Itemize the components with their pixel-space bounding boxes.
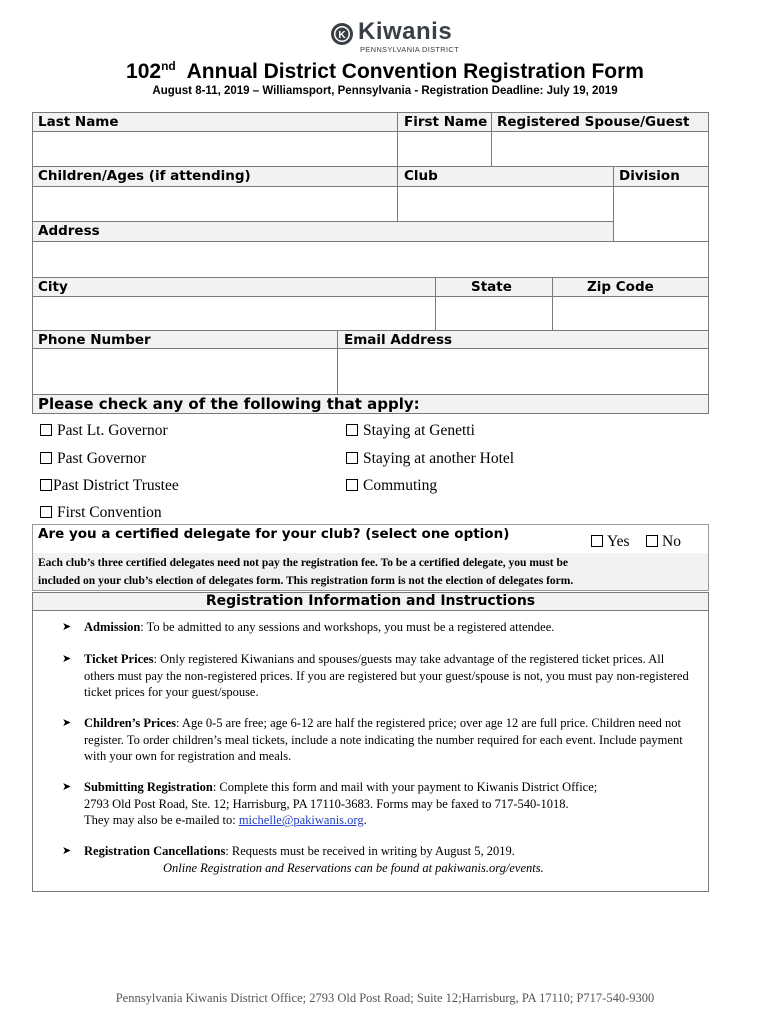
checkbox-past-lt-governor[interactable] bbox=[40, 422, 168, 440]
checkbox-label: Commuting bbox=[363, 477, 438, 494]
title-text: Annual District Convention Registration Form bbox=[186, 60, 644, 83]
zip-label: Zip Code bbox=[587, 279, 654, 295]
submit-end: . bbox=[363, 813, 367, 827]
checkbox-past-governor[interactable] bbox=[40, 450, 146, 468]
arrowhead-bullet-icon: ➤ bbox=[62, 653, 72, 665]
ticket-text: : Only registered Kiwanians and spouses/guests may take advantage of the registered ticket prices. All others must pay the non-registered prices. If you are registered but your guest/spouse is not, you must pay non-registered ticket prices for your guest/spouse. bbox=[84, 652, 689, 699]
children-label: Children/Ages (if attending) bbox=[38, 168, 251, 184]
checkbox-label: Staying at another Hotel bbox=[363, 450, 515, 467]
delegate-yes-label: Yes bbox=[607, 533, 630, 550]
submit-text-line1: : Complete this form and mail with your payment to Kiwanis District Office; bbox=[212, 780, 598, 794]
city-field[interactable] bbox=[32, 296, 436, 331]
address-field[interactable] bbox=[32, 241, 709, 278]
state-field[interactable] bbox=[435, 296, 553, 331]
arrowhead-bullet-icon: ➤ bbox=[62, 845, 72, 857]
submit-title: Submitting Registration bbox=[84, 780, 213, 794]
logo-subtitle: PENNSYLVANIA DISTRICT bbox=[360, 45, 459, 54]
email-field[interactable] bbox=[337, 348, 709, 395]
state-label: State bbox=[471, 279, 512, 295]
cancel-text: : Requests must be received in writing by August 5, 2019. bbox=[225, 844, 515, 858]
delegate-note-line2: included on your club’s election of delegates form. This registration form is not the election of delegates form. bbox=[38, 575, 574, 587]
zip-field[interactable] bbox=[552, 296, 709, 331]
address-header bbox=[32, 221, 614, 242]
email-label: Email Address bbox=[344, 332, 453, 348]
instruction-admission bbox=[62, 619, 702, 636]
logo-wordmark: Kiwanis bbox=[358, 18, 453, 45]
instruction-ticket-prices bbox=[62, 651, 702, 701]
delegate-question: Are you a certified delegate for your club? (select one option) bbox=[38, 526, 510, 542]
checkbox-square-icon[interactable] bbox=[40, 424, 52, 436]
checkbox-another-hotel[interactable] bbox=[346, 450, 514, 468]
phone-field[interactable] bbox=[32, 348, 338, 395]
club-label: Club bbox=[404, 168, 438, 184]
last-name-label: Last Name bbox=[38, 114, 119, 130]
last-name-field[interactable] bbox=[32, 131, 398, 167]
city-header bbox=[32, 277, 436, 297]
arrowhead-bullet-icon: ➤ bbox=[62, 717, 72, 729]
instructions-heading: Registration Information and Instructions bbox=[205, 593, 536, 609]
svg-text:K: K bbox=[338, 30, 346, 41]
checkbox-past-district-trustee[interactable] bbox=[40, 477, 179, 495]
club-field[interactable] bbox=[397, 186, 614, 222]
children-text: : Age 0-5 are free; age 6-12 are half the registered price; over age 12 are full price. Children need not register. To order children’s meal tickets, include a note indicating the number required for each event. Include payment with your own for registration and meals. bbox=[84, 716, 683, 763]
delegate-note-line1: Each club’s three certified delegates need not pay the registration fee. To be a certified delegate, you must be bbox=[38, 557, 568, 569]
title-ordinal: 102 bbox=[126, 60, 162, 83]
checkbox-label: Past District Trustee bbox=[53, 477, 179, 494]
checkbox-square-icon[interactable] bbox=[40, 506, 52, 518]
instruction-childrens-prices bbox=[62, 715, 702, 765]
checkbox-commuting[interactable] bbox=[346, 477, 437, 495]
page-footer: Pennsylvania Kiwanis District Office; 2793 Old Post Road; Suite 12;Harrisburg, PA 17110; P717-540-9300 bbox=[115, 991, 655, 1005]
checkbox-staying-genetti[interactable] bbox=[346, 422, 475, 440]
delegate-yes-option[interactable] bbox=[591, 533, 630, 551]
checkbox-square-icon[interactable] bbox=[591, 535, 603, 547]
phone-label: Phone Number bbox=[38, 332, 151, 348]
first-name-label: First Name bbox=[404, 114, 488, 130]
admission-title: Admission bbox=[84, 620, 141, 634]
ticket-title: Ticket Prices bbox=[84, 652, 154, 666]
cancel-title: Registration Cancellations bbox=[84, 844, 226, 858]
instruction-cancellations bbox=[62, 843, 702, 878]
checkbox-square-icon[interactable] bbox=[40, 452, 52, 464]
spouse-field[interactable] bbox=[491, 131, 709, 167]
first-name-field[interactable] bbox=[397, 131, 492, 167]
checkbox-square-icon[interactable] bbox=[346, 424, 358, 436]
email-link[interactable]: michelle@pakiwanis.org bbox=[238, 813, 364, 827]
checkbox-square-icon[interactable] bbox=[646, 535, 658, 547]
checkbox-first-convention[interactable] bbox=[40, 504, 162, 522]
submit-text-line2: 2793 Old Post Road, Ste. 12; Harrisburg, PA 17110-3683. Forms may be faxed to 717-540-1018. bbox=[84, 796, 569, 811]
checkbox-square-icon[interactable] bbox=[346, 479, 358, 491]
delegate-no-option[interactable] bbox=[646, 533, 681, 551]
division-label: Division bbox=[619, 168, 680, 184]
checkbox-square-icon[interactable] bbox=[40, 479, 52, 491]
arrowhead-bullet-icon: ➤ bbox=[62, 621, 72, 633]
kiwanis-logo bbox=[330, 18, 460, 56]
page-title bbox=[0, 60, 770, 84]
checkbox-square-icon[interactable] bbox=[346, 452, 358, 464]
check-section-heading: Please check any of the following that apply: bbox=[38, 395, 420, 413]
page-subtitle: August 8-11, 2019 – Williamsport, Pennsylvania - Registration Deadline: July 19, 2019 bbox=[152, 85, 618, 97]
checkbox-label: Past Lt. Governor bbox=[57, 422, 168, 439]
address-label: Address bbox=[38, 223, 100, 239]
delegate-no-label: No bbox=[662, 533, 681, 550]
children-field[interactable] bbox=[32, 186, 398, 222]
checkbox-label: Staying at Genetti bbox=[363, 422, 475, 439]
submit-text-line3: They may also be e-mailed to: bbox=[84, 813, 239, 827]
title-suffix: nd bbox=[161, 59, 176, 73]
division-field[interactable] bbox=[613, 186, 709, 242]
kiwanis-emblem-icon bbox=[330, 22, 354, 46]
admission-text: : To be admitted to any sessions and workshops, you must be a registered attendee. bbox=[140, 620, 555, 634]
checkbox-label: Past Governor bbox=[57, 450, 147, 467]
city-label: City bbox=[38, 279, 68, 295]
children-title: Children’s Prices bbox=[84, 716, 177, 730]
online-note: Online Registration and Reservations can be found at pakiwanis.org/events. bbox=[163, 860, 544, 875]
arrowhead-bullet-icon: ➤ bbox=[62, 781, 72, 793]
spouse-label: Registered Spouse/Guest bbox=[497, 114, 690, 130]
instruction-submitting bbox=[62, 779, 702, 829]
checkbox-label: First Convention bbox=[57, 504, 162, 521]
